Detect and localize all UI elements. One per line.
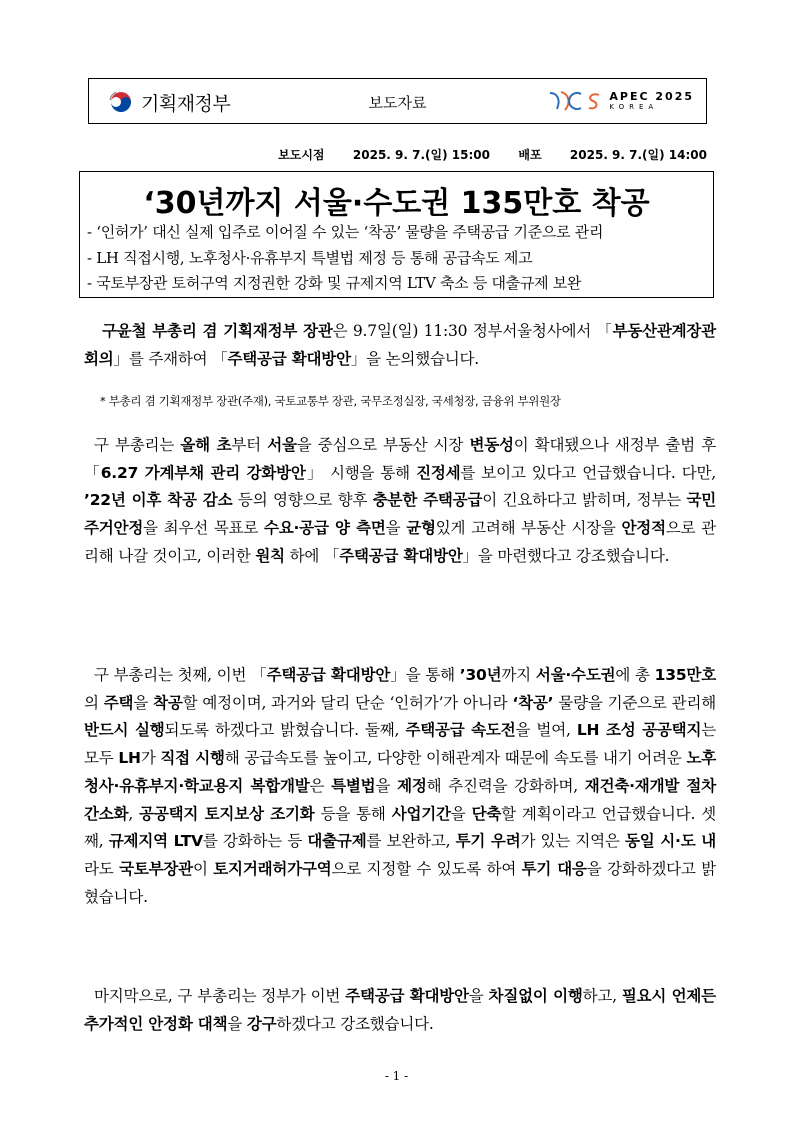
p3-text: 에 총: [615, 666, 655, 684]
apec-wordmark: [609, 91, 694, 111]
p3-text: 해 추진력을 강화하며,: [426, 776, 585, 795]
p3-text: 의: [84, 693, 104, 712]
p3-text: 가 있는 지역은: [520, 832, 625, 851]
p3-text: 는 모두: [84, 721, 716, 768]
header-box: [88, 78, 707, 124]
p2-bold: 6.27 가계부채 관리 강화방안: [100, 463, 306, 482]
p3-text: 물량을 기준으로 관리해: [553, 693, 716, 712]
p1-text: 은 9.7일(일) 11:30 정부서울청사에서: [332, 322, 592, 340]
main-title: ‘30년까지 서울·수도권 135만호 착공: [143, 186, 650, 221]
p1-text: 」를 주재하여 「: [113, 349, 228, 368]
p3-bold: 주택: [103, 693, 134, 712]
p2-bold: 충분한 주택공급: [372, 491, 483, 510]
subtitle-list: [87, 220, 707, 297]
p2-bold: 수요·공급 양 측면: [263, 519, 386, 538]
subtitle-item: - LH 직접시행, 노후청사·유휴부지 특별법 제정 등 통해 공급속도 제고: [87, 248, 533, 267]
p3-bold: 직접 시행: [160, 749, 225, 768]
p3-bold: 서울·수도권: [535, 666, 616, 684]
ministry-name: 기획재정부: [141, 92, 231, 115]
embargo-label: 보도시점: [278, 148, 325, 162]
doc-type: 보도자료: [368, 94, 427, 112]
p3-bold: 투기 우려: [455, 832, 521, 851]
p2-text: 부터: [231, 436, 268, 454]
p2-bold: 주택공급 확대방안: [339, 546, 463, 565]
p3-text: 이: [192, 859, 214, 878]
p2-bold: 변동성: [469, 436, 514, 454]
p3-bold: 투기 대응: [521, 859, 587, 878]
p3-text: 되도록 하겠다고 밝혔습니다. 둘째,: [164, 721, 406, 740]
p2-bold: 진정세: [416, 463, 461, 482]
p3-bold: 주택공급 속도전: [405, 721, 516, 740]
p3-bold: 규제지역 LTV: [108, 832, 203, 851]
p2-bold: 올해 초: [180, 436, 232, 454]
p2-text: 있게 고려해 부동산 시장을: [435, 519, 622, 538]
p1-text: 「: [596, 322, 613, 340]
p4-bold: 강구: [246, 1014, 277, 1033]
p3-text: 할 예정이며, 과거와 달리 단순 ‘인허가’가 아니라: [182, 693, 513, 712]
p2-text: 을 중심으로 부동산 시장: [296, 436, 470, 454]
p2-bold: 국민 주거안정: [84, 491, 717, 538]
p3-bold: 반드시 실행: [84, 721, 165, 740]
p1-bold: 구윤철 부총리 겸 기획재정부 장관: [102, 322, 333, 340]
p1-bold: 부동산관계장관회의: [84, 322, 716, 368]
p3-text: 를 보완하고,: [366, 832, 456, 851]
apec-line1: APEC 2025: [609, 90, 694, 103]
p1-bold: 주택공급 확대방안: [227, 349, 351, 368]
dist-value: 2025. 9. 7.(일) 14:00: [569, 148, 707, 162]
p3-bold: 토지거래허가구역: [213, 859, 332, 878]
p3-text: 구 부총리는 첫째, 이번 「: [94, 666, 267, 684]
p2-bold: 원칙: [255, 546, 285, 565]
p3-bold: 공공택지 토지보상 조기화: [139, 804, 315, 823]
p3-bold: 국토부장관: [119, 859, 193, 878]
p3-text: 을: [375, 776, 398, 795]
p3-text: 으로 지정할 수 있도록 하여: [331, 859, 522, 878]
p2-text: 이 확대됐으나 새정부 출범 후 「: [84, 436, 717, 482]
p2-bold: 안정적: [621, 519, 666, 538]
p2-text: 」을 마련했다고 강조했습니다.: [462, 546, 670, 565]
apec-mark-icon: [547, 89, 603, 113]
p3-bold: 단축: [471, 804, 502, 823]
p3-bold: 135만호: [654, 666, 716, 684]
p3-bold: 착공: [153, 693, 183, 712]
p3-text: 가: [140, 749, 161, 768]
p3-text: 라도: [84, 859, 120, 878]
attendee-note: * 부총리 겸 기획재정부 장관(주재), 국토교통부 장관, 국무조정실장, 국세청장, 금융위 부위원장: [100, 394, 561, 408]
p3-text: 등을 통해: [314, 804, 392, 823]
title-box: [79, 171, 714, 298]
p3-bold: 사업기간: [391, 804, 451, 823]
p3-bold: 제정: [397, 776, 427, 795]
paragraph-1: [84, 318, 716, 373]
p3-text: 을: [133, 693, 154, 712]
p2-bold: 균형: [406, 519, 436, 538]
p2-text: 하에 「: [284, 546, 340, 565]
subtitle-item: - 국토부장관 토허구역 지정권한 강화 및 규제지역 LTV 축소 등 대출규제 보완: [87, 274, 582, 292]
p3-bold: LH 조성 공공택지: [576, 721, 702, 740]
p3-bold: 주택공급 확대방안: [266, 666, 391, 684]
paragraph-4: [84, 983, 716, 1038]
p3-text: 을 벌여,: [515, 721, 577, 740]
p3-bold: ’30년: [459, 666, 502, 684]
p3-text: ,: [128, 804, 140, 823]
page-number: - 1 -: [384, 1069, 409, 1083]
p4-text: 하겠다고 강조했습니다.: [276, 1014, 434, 1033]
p4-text: 하고,: [582, 987, 622, 1005]
p2-bold: ’22년 이후 착공 감소: [84, 491, 233, 510]
p3-text: 을: [450, 804, 472, 823]
p3-text: 를 강화하는 등: [202, 832, 308, 851]
p3-text: 은: [309, 776, 332, 795]
p4-text: 을: [227, 1014, 247, 1033]
p4-text: 을: [468, 987, 489, 1005]
p2-text: 를 보이고 있다고 언급했습니다. 다만,: [460, 463, 716, 482]
p4-bold: 주택공급 확대방안: [345, 987, 469, 1005]
p2-text: 을: [385, 519, 407, 538]
p3-bold: 노후청사·유휴부지·학교용지 복합개발: [84, 749, 716, 795]
p4-bold: 필요시 언제든 추가적인 안정화 대책: [84, 987, 716, 1033]
apec-logo: [547, 89, 694, 113]
apec-line2: KOREA: [609, 103, 659, 111]
p2-text: 」 시행을 통해: [305, 463, 417, 482]
p3-bold: LH: [118, 749, 141, 768]
p2-text: 을 최우선 목표로: [143, 519, 264, 538]
p3-bold: ‘착공’: [512, 693, 554, 712]
p2-text: 등의 영향으로 향후: [232, 491, 373, 510]
p3-text: 」을 통해: [390, 666, 460, 684]
p3-text: 까지: [501, 666, 536, 684]
p3-bold: 대출규제: [307, 832, 367, 851]
p2-text: 구 부총리는: [94, 436, 181, 454]
dist-label: 배포: [518, 148, 542, 162]
p2-text: 이 긴요하다고 밝히며, 정부는: [482, 491, 687, 510]
embargo-value: 2025. 9. 7.(일) 15:00: [352, 148, 490, 162]
p3-text: 해 공급속도를 높이고, 다양한 이해관계자 때문에 속도를 내기 어려운: [224, 749, 687, 768]
p3-text: 을 강화하겠다고 밝혔습니다.: [84, 859, 717, 906]
release-info: [278, 146, 707, 163]
p3-bold: 동일 시·도 내: [624, 832, 716, 851]
p2-bold: 서울: [267, 436, 297, 454]
p1-text: 」을 논의했습니다.: [350, 349, 480, 368]
p4-bold: 차질없이 이행: [488, 987, 583, 1005]
p3-bold: 재건축·재개발 절차 간소화: [84, 776, 716, 823]
p3-text: 할 계획이라고 언급했습니다. 셋째,: [84, 804, 716, 851]
paragraph-3: [84, 662, 716, 911]
p3-bold: 특별법: [331, 776, 376, 795]
p2-text: 으로 관리해 나갈 것이고, 이러한: [84, 519, 716, 565]
subtitle-item: - ‘인허가’ 대신 실제 입주로 이어질 수 있는 ‘착공’ 물량을 주택공급 기준으로 관리: [87, 223, 604, 241]
p4-text: 마지막으로, 구 부총리는 정부가 이번: [94, 987, 346, 1005]
paragraph-2: [84, 432, 716, 571]
